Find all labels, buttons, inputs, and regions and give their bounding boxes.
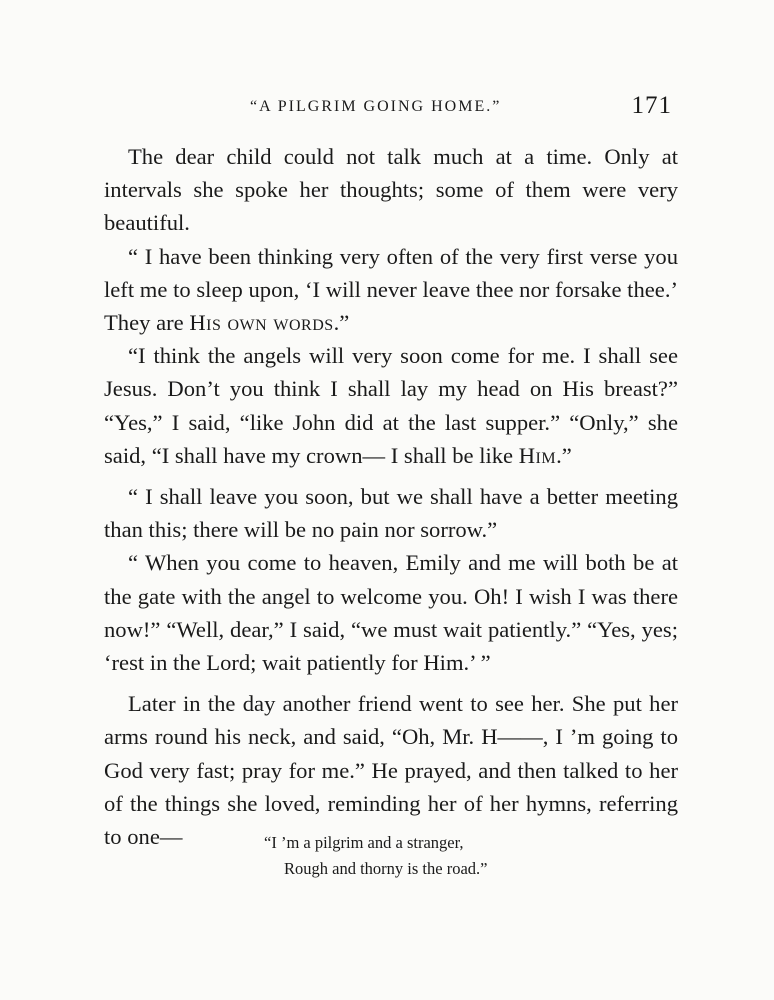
paragraph-3-small-caps: Him [518,442,557,468]
paragraph-3 [104,339,678,472]
paragraph-3-end: .” [556,442,572,468]
paragraph-5: “ When you come to heaven, Emily and me will both be at the gate with the angel to welcome you. Oh! I wish I was there now!” “Well, dear,” I said, “we must wait patiently.” “Yes, yes; ‘rest in the Lord; wait patiently for Him.’ ” [104,550,678,676]
paragraph-2-small-caps: His own words [189,310,334,336]
body-text [104,140,678,853]
paragraph-2-end: .” [333,310,350,336]
paragraph-2-text: “ I have been thinking very often of the very first verse you left me to sleep upon, ‘I will never leave thee nor forsake thee.’ They are [104,243,678,336]
paragraph-4: “ I shall leave you soon, but we shall have a better meeting than this; there will be no pain nor sorrow.” [104,484,678,543]
page-number: 171 [631,92,672,119]
paragraph-6: Later in the day another friend went to see her. She put her arms round his neck, and said, “Oh, Mr. H——, I ’m going to God very fast; pray for me.” He prayed, and then talked to her of the things she loved, reminding her of her hymns, referring to one— [104,691,678,850]
hymn-line-2: Rough and thorny is the road.” [284,859,488,878]
paragraph-3-text: “I think the angels will very soon come for me. I shall see Jesus. Don’t you think I shall lay my head on His breast?” “Yes,” I said, “like John did at the last supper.” “Only,” she said, “I shall have my crown— I shall be like [104,343,678,468]
paragraph-1: The dear child could not talk much at a time. Only at intervals she spoke her thoughts; some of them were very beautiful. [104,144,678,236]
page-header [0,92,774,128]
paragraph-2 [104,240,678,340]
hymn-quote [104,830,678,882]
hymn-line-1: “I ’m a pilgrim and a stranger, [264,833,464,852]
running-head: “A PILGRIM GOING HOME.” [250,98,502,115]
